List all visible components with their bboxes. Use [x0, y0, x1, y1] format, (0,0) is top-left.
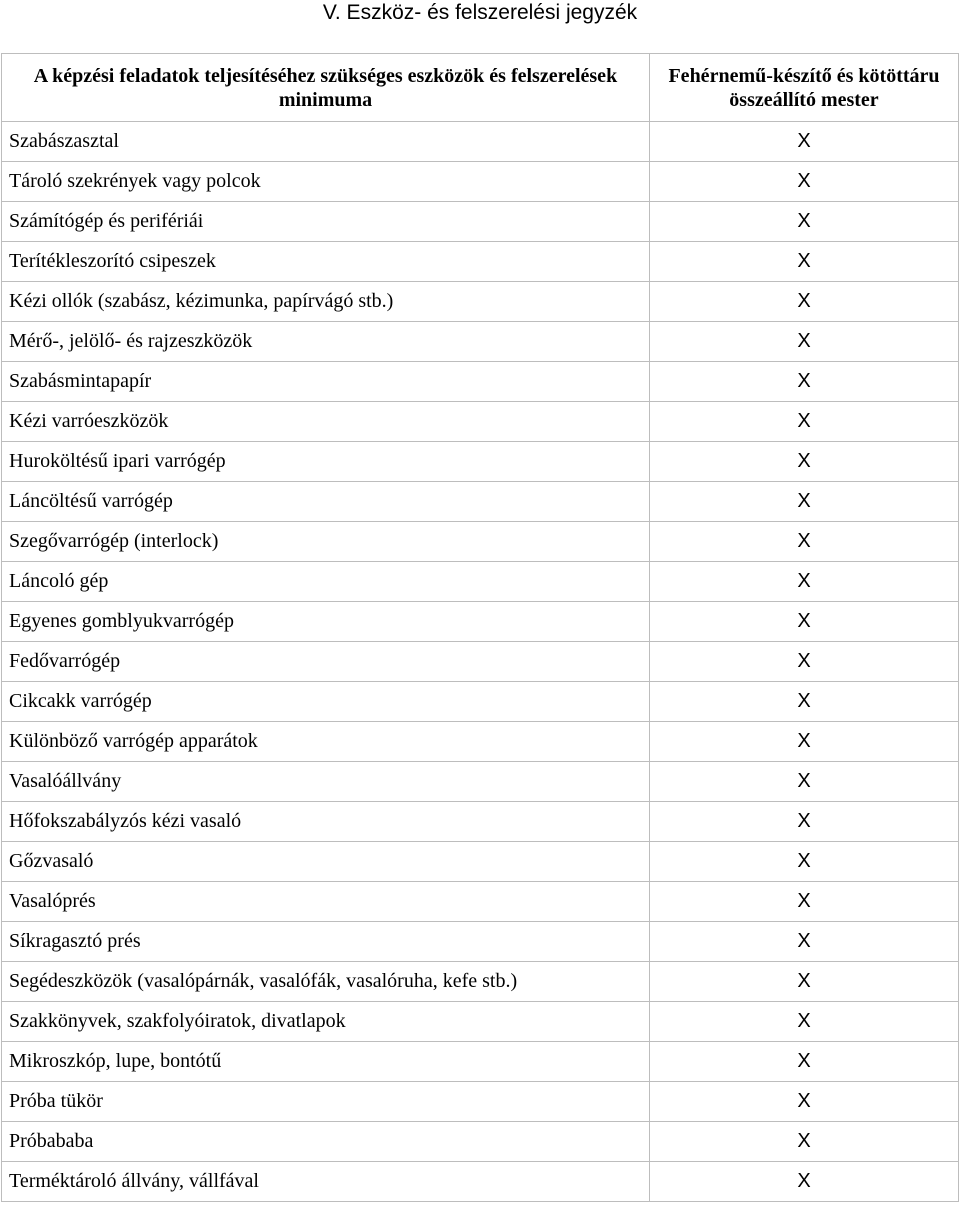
- table-row: [2, 1002, 959, 1042]
- table-row: [2, 962, 959, 1002]
- required-mark-cell: X: [650, 162, 959, 202]
- equipment-name-cell: Terméktároló állvány, vállfával: [2, 1162, 650, 1202]
- table-row: [2, 1162, 959, 1202]
- table-row: [2, 562, 959, 602]
- required-mark-cell: X: [650, 842, 959, 882]
- required-mark-cell: X: [650, 122, 959, 162]
- table-row: [2, 1042, 959, 1082]
- table-row: [2, 442, 959, 482]
- table-row: [2, 722, 959, 762]
- table-row: [2, 842, 959, 882]
- required-mark-cell: X: [650, 282, 959, 322]
- table-row: [2, 682, 959, 722]
- table-row: [2, 202, 959, 242]
- table-row: [2, 762, 959, 802]
- equipment-name-cell: Szabászasztal: [2, 122, 650, 162]
- equipment-name-cell: Szakkönyvek, szakfolyóiratok, divatlapok: [2, 1002, 650, 1042]
- required-mark-cell: X: [650, 242, 959, 282]
- page-title: V. Eszköz- és felszerelési jegyzék: [322, 1, 638, 24]
- required-mark-cell: X: [650, 1002, 959, 1042]
- required-mark-cell: X: [650, 562, 959, 602]
- equipment-name-cell: Fedővarrógép: [2, 642, 650, 682]
- required-mark-cell: X: [650, 922, 959, 962]
- required-mark-cell: X: [650, 1162, 959, 1202]
- required-mark-cell: X: [650, 882, 959, 922]
- required-mark-cell: X: [650, 402, 959, 442]
- equipment-name-cell: Terítékleszorító csipeszek: [2, 242, 650, 282]
- table-row: [2, 522, 959, 562]
- column-header-equipment: A képzési feladatok teljesítéséhez szükséges eszközök és felszerelések minimuma: [2, 54, 650, 122]
- table-row: [2, 242, 959, 282]
- equipment-name-cell: Vasalóállvány: [2, 762, 650, 802]
- required-mark-cell: X: [650, 762, 959, 802]
- equipment-name-cell: Vasalóprés: [2, 882, 650, 922]
- equipment-name-cell: Huroköltésű ipari varrógép: [2, 442, 650, 482]
- column-header-qualification: Fehérnemű-készítő és kötöttáru összeállító mester: [650, 54, 959, 122]
- equipment-name-cell: Segédeszközök (vasalópárnák, vasalófák, vasalóruha, kefe stb.): [2, 962, 650, 1002]
- equipment-name-cell: Gőzvasaló: [2, 842, 650, 882]
- table-row: [2, 1082, 959, 1122]
- equipment-name-cell: Szegővarrógép (interlock): [2, 522, 650, 562]
- equipment-name-cell: Mikroszkóp, lupe, bontótű: [2, 1042, 650, 1082]
- table-row: [2, 642, 959, 682]
- table-header-row: [2, 54, 959, 122]
- equipment-name-cell: Tároló szekrények vagy polcok: [2, 162, 650, 202]
- required-mark-cell: X: [650, 962, 959, 1002]
- table-row: [2, 1122, 959, 1162]
- required-mark-cell: X: [650, 1042, 959, 1082]
- required-mark-cell: X: [650, 722, 959, 762]
- equipment-name-cell: Kézi varróeszközök: [2, 402, 650, 442]
- required-mark-cell: X: [650, 602, 959, 642]
- table-row: [2, 322, 959, 362]
- equipment-name-cell: Számítógép és perifériái: [2, 202, 650, 242]
- table-row: [2, 362, 959, 402]
- required-mark-cell: X: [650, 522, 959, 562]
- equipment-name-cell: Egyenes gomblyukvarrógép: [2, 602, 650, 642]
- table-row: [2, 482, 959, 522]
- equipment-name-cell: Láncoló gép: [2, 562, 650, 602]
- table-row: [2, 802, 959, 842]
- table-row: [2, 882, 959, 922]
- equipment-name-cell: Hőfokszabályzós kézi vasaló: [2, 802, 650, 842]
- equipment-name-cell: Különböző varrógép apparátok: [2, 722, 650, 762]
- equipment-name-cell: Próbababa: [2, 1122, 650, 1162]
- required-mark-cell: X: [650, 442, 959, 482]
- required-mark-cell: X: [650, 202, 959, 242]
- equipment-name-cell: Szabásmintapapír: [2, 362, 650, 402]
- table-row: [2, 162, 959, 202]
- equipment-name-cell: Kézi ollók (szabász, kézimunka, papírvágó stb.): [2, 282, 650, 322]
- table-row: [2, 282, 959, 322]
- required-mark-cell: X: [650, 1122, 959, 1162]
- required-mark-cell: X: [650, 362, 959, 402]
- equipment-table: [1, 53, 959, 1202]
- required-mark-cell: X: [650, 642, 959, 682]
- required-mark-cell: X: [650, 322, 959, 362]
- required-mark-cell: X: [650, 1082, 959, 1122]
- equipment-name-cell: Láncöltésű varrógép: [2, 482, 650, 522]
- equipment-name-cell: Mérő-, jelölő- és rajzeszközök: [2, 322, 650, 362]
- required-mark-cell: X: [650, 682, 959, 722]
- equipment-name-cell: Síkragasztó prés: [2, 922, 650, 962]
- table-row: [2, 922, 959, 962]
- table-row: [2, 122, 959, 162]
- required-mark-cell: X: [650, 802, 959, 842]
- equipment-name-cell: Cikcakk varrógép: [2, 682, 650, 722]
- equipment-name-cell: Próba tükör: [2, 1082, 650, 1122]
- table-body: [2, 122, 959, 1202]
- table-row: [2, 402, 959, 442]
- required-mark-cell: X: [650, 482, 959, 522]
- table-row: [2, 602, 959, 642]
